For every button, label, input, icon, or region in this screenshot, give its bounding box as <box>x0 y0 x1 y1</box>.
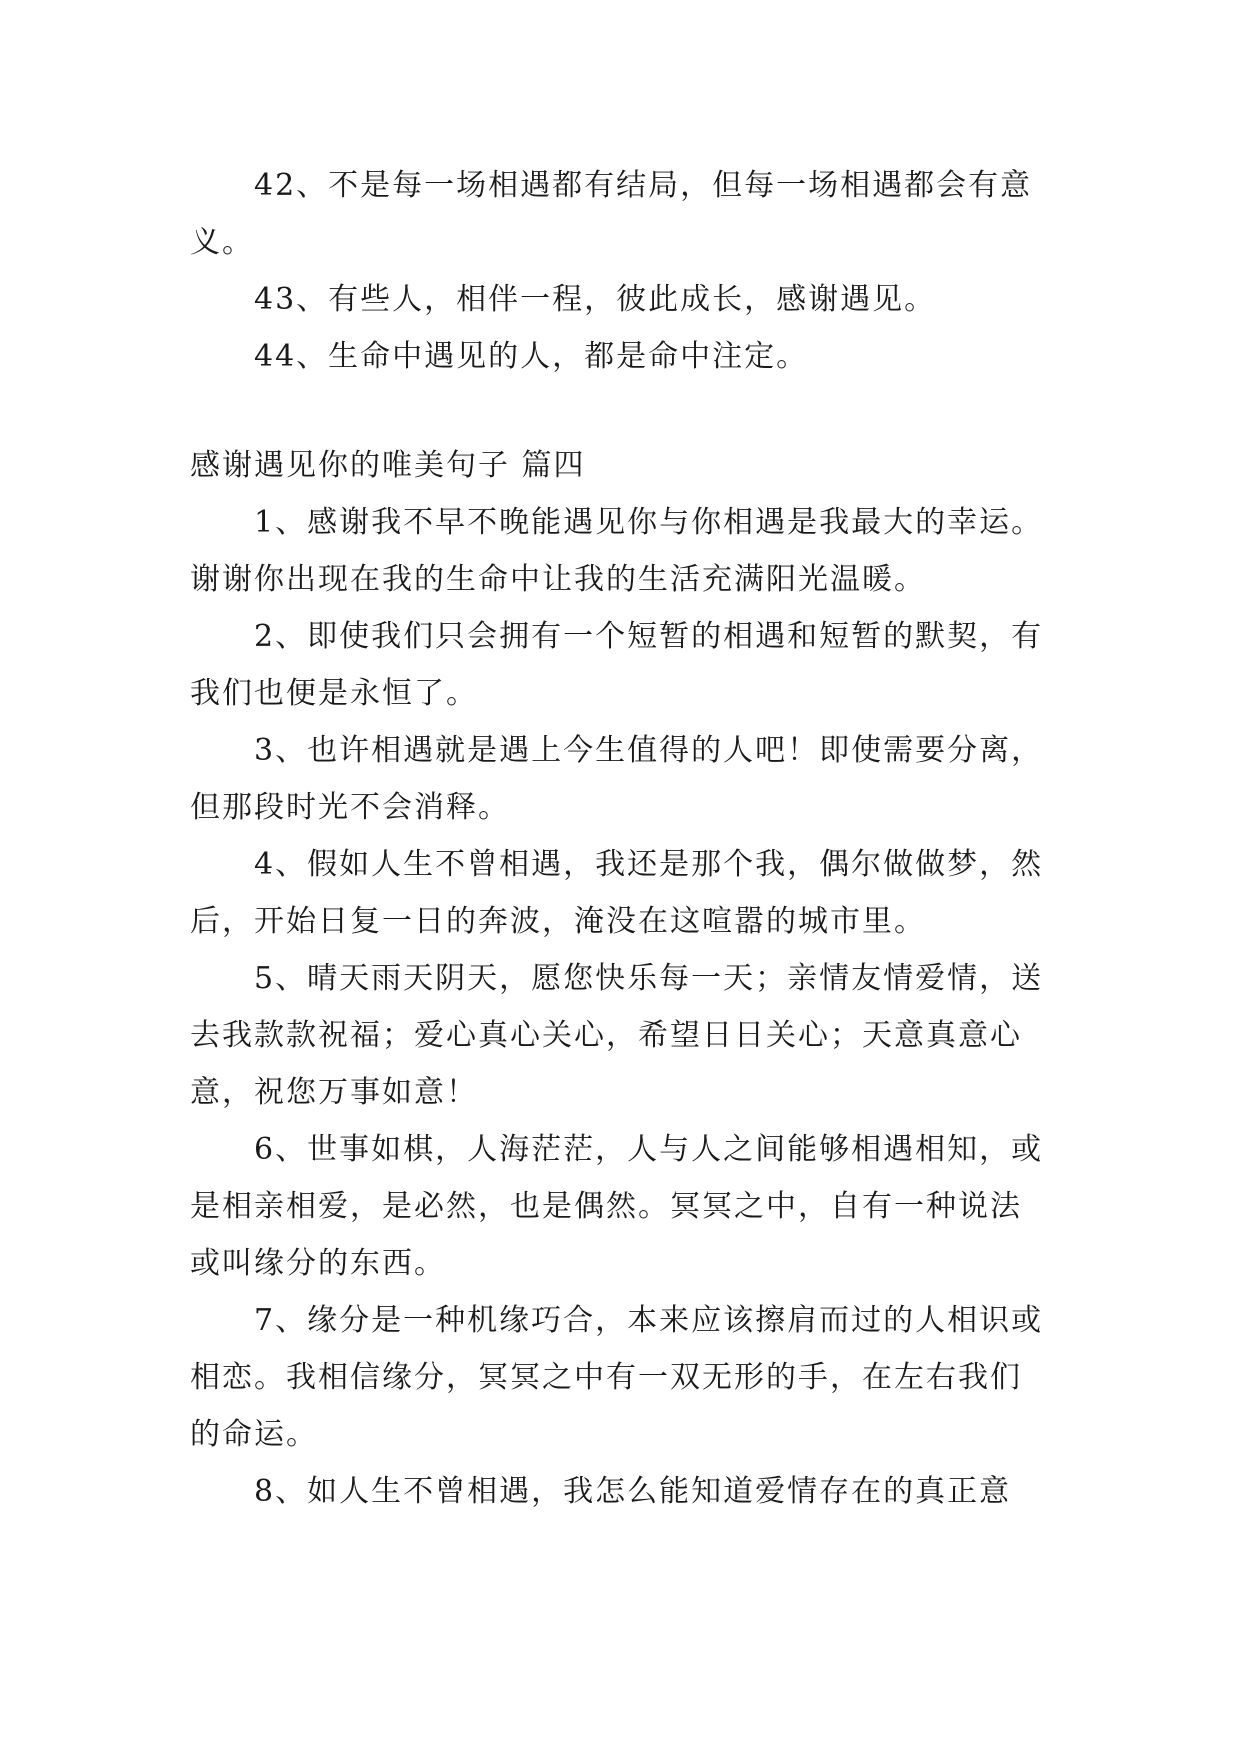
section-spacer <box>190 385 1050 437</box>
paragraph-43: 43、有些人，相伴一程，彼此成长，感谢遇见。 <box>254 282 937 317</box>
paragraph-44: 44、生命中遇见的人，都是命中注定。 <box>254 339 809 374</box>
paragraph-7: 7、缘分是一种机缘巧合，本来应该擦肩而过的人相识或相恋。我相信缘分，冥冥之中有一双无形的手，在左右我们的命运。 <box>190 1303 1044 1452</box>
paragraph-3: 3、也许相遇就是遇上今生值得的人吧！即使需要分离，但那段时光不会消释。 <box>190 733 1044 825</box>
paragraph-4: 4、假如人生不曾相遇，我还是那个我，偶尔做做梦，然后，开始日复一日的奔波，淹没在这喧嚣的城市里。 <box>190 847 1044 939</box>
document-body <box>190 157 1050 1520</box>
paragraph-8: 8、如人生不曾相遇，我怎么能知道爱情存在的真正意 <box>254 1474 1012 1509</box>
paragraph-2: 2、即使我们只会拥有一个短暂的相遇和短暂的默契，有我们也便是永恒了。 <box>190 619 1044 711</box>
paragraph-6: 6、世事如棋，人海茫茫，人与人之间能够相遇相知，或是相亲相爱，是必然，也是偶然。冥冥之中，自有一种说法或叫缘分的东西。 <box>190 1132 1044 1281</box>
section-heading: 感谢遇见你的唯美句子 篇四 <box>190 448 586 483</box>
paragraph-5: 5、晴天雨天阴天，愿您快乐每一天；亲情友情爱情，送去我款款祝福；爱心真心关心，希望日日关心；天意真意心意，祝您万事如意！ <box>190 961 1044 1110</box>
paragraph-1: 1、感谢我不早不晚能遇见你与你相遇是我最大的幸运。谢谢你出现在我的生命中让我的生活充满阳光温暖。 <box>190 505 1044 597</box>
paragraph-42: 42、不是每一场相遇都有结局，但每一场相遇都会有意义。 <box>190 168 1033 260</box>
